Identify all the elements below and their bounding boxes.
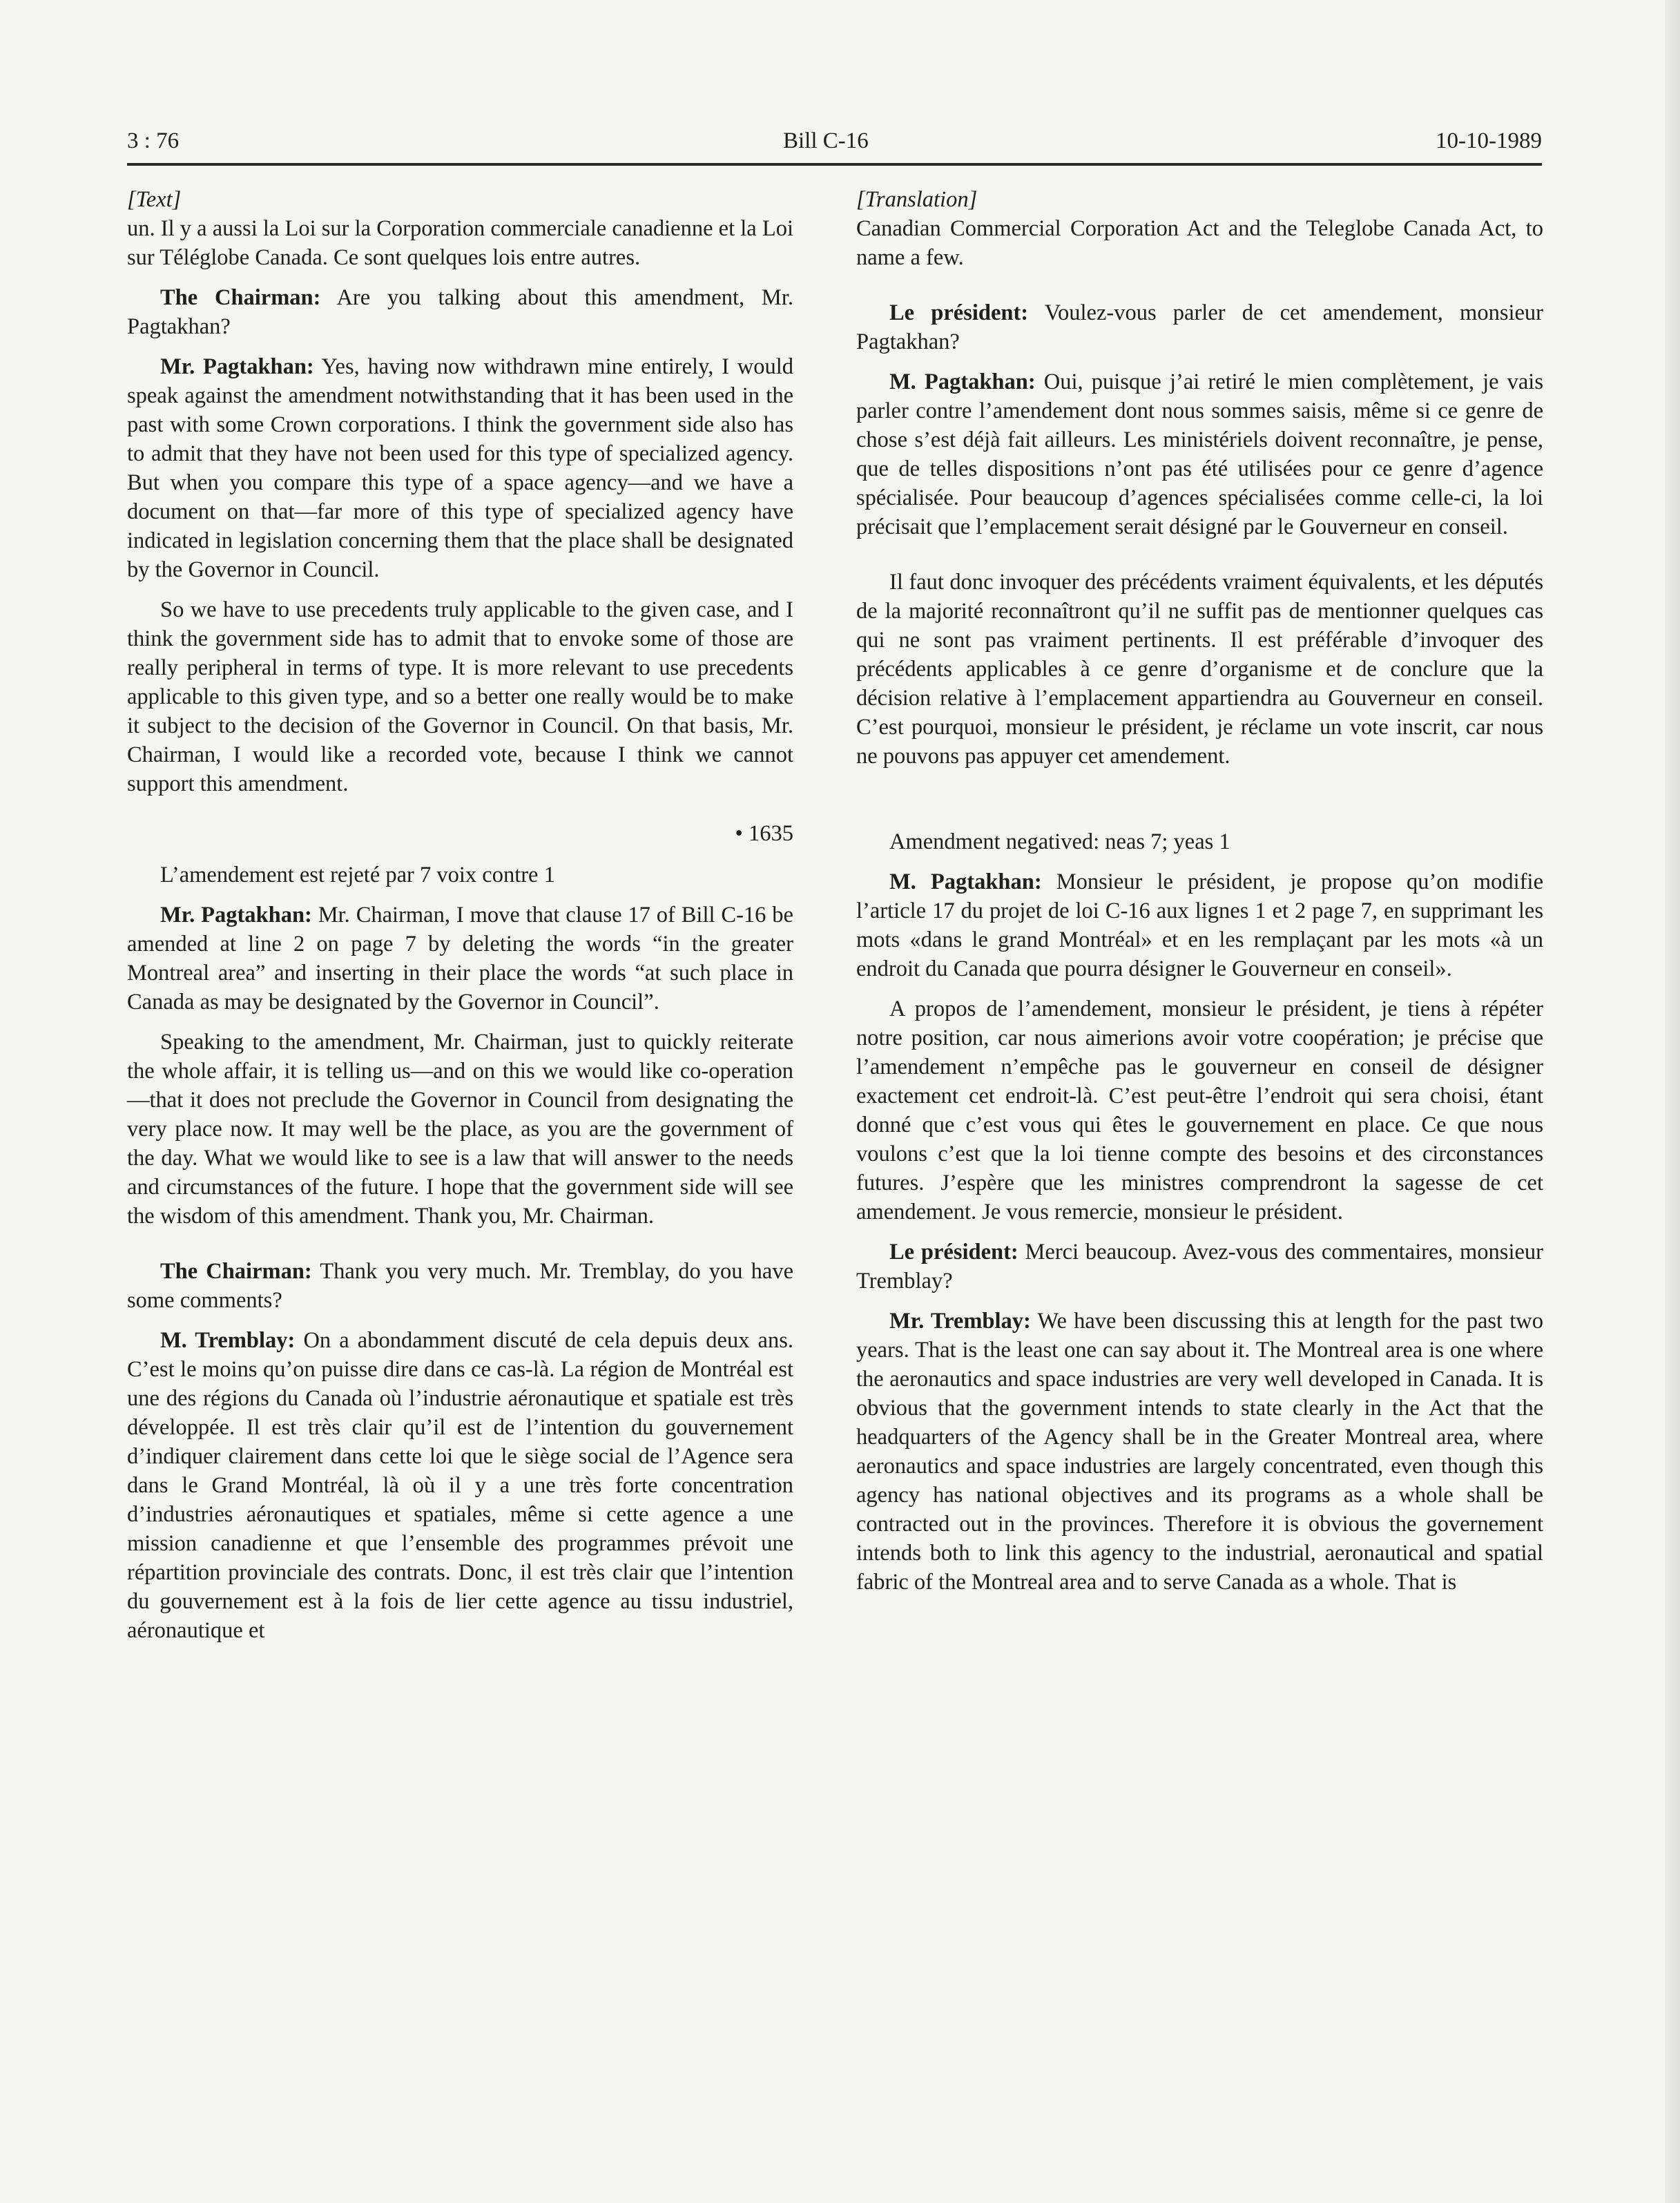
paragraph [127,1326,793,1645]
vote-result: Amendment negatived: neas 7; yeas 1 [889,829,1230,854]
speaker-name: The Chairman: [160,285,321,310]
paragraph [127,901,793,1017]
paragraph: Canadian Commercial Corporation Act and the Teleglobe Canada Act, to name a few. [856,216,1543,270]
paragraph: un. Il y a aussi la Loi sur la Corporation commerciale canadienne et la Loi sur Téléglobe Canada. Ce sont quelques lois entre autres. [127,216,793,270]
paragraph [127,352,793,584]
page-number: 3 : 76 [127,128,180,153]
speaker-name: Mr. Pagtakhan: [160,354,314,379]
paragraph [127,1257,793,1315]
speech-text: Oui, puisque j’ai retiré le mien complètement, je vais parler contre l’amendement dont nous sommes saisis, même si ce genre de chose s’est déjà fait ailleurs. Les ministériels doivent reconnaître, je pense, que de telles dispositions n’ont pas été utilisées pour ce genre d’agence spécialisée. Pour beaucoup d’agences spécialisées comme celle-ci, la loi précisait que l’emplacement serait désigné par le Gouverneur en conseil. [856,369,1543,539]
speaker-name: Mr. Pagtakhan: [160,903,312,927]
speech-text: Are you talking about this amendment, Mr. Pagtakhan? [127,285,793,339]
speaker-name: M. Pagtakhan: [889,369,1036,394]
speech-text: On a abondamment discuté de cela depuis deux ans. C’est le moins qu’on puisse dire dans ce cas-là. La région de Montréal est une des régions du Canada où l’industrie aéronautique et spatiale est très développée. Il est très clair qu’il est de l’intention du gouvernement d’indiquer clairement dans cette loi que le siège social de l’Agence sera dans le Grand Montréal, là où il y a une très forte concentration d’industries aéronautiques et spatiales, même si cette agence a une mission canadienne et que l’ensemble des programmes prévoit une répartition provinciale des contrats. Donc, il est très clair que l’intention du gouvernement est à la fois de lier cette agence au tissu industriel, aéronautique et [127,1328,793,1643]
spacer [856,283,1543,298]
section-tag: [Translation] [856,187,978,212]
speech-text: Yes, having now withdrawn mine entirely, I would speak against the amendment notwithstanding that it has been used in the past with some Crown corporations. I think the government side also has to admit that they have not been used for this type of specialized agency. But when you compare this type of a space agency—and we have a document on that—far more of this type of specialized agency have indicated in legislation concerning them that the place shall be designated by the Governor in Council. [127,354,793,582]
paragraph: Il faut donc invoquer des précédents vraiment équivalents, et les députés de la majorité reconnaîtront qu’il ne suffit pas de mentionner quelques cas qui ne sont pas vraiment pertinents. Il est préférable d’invoquer des précédents applicables à ce genre d’organisme et de conclure que la décision relative à l’emplacement appartiendra au Gouverneur en conseil. C’est pourquoi, monsieur le président, je réclame un vote inscrit, car nous ne pouvons pas appuyer cet amendement. [856,570,1543,769]
paragraph: A propos de l’amendement, monsieur le président, je tiens à répéter notre position, car nous aimerions avoir votre coopération; je précise que l’amendement n’empêche pas le gouverneur en conseil de désigner exactement cet endroit-là. C’est peut-être l’endroit qui sera choisi, étant donné que c’est vous qui êtes le gouvernement en place. Ce que nous voulons c’est que la loi tienne compte des besoins et des circonstances futures. J’espère que les ministres comprendront la sagesse de cet amendement. Je vous remercie, monsieur le président. [856,997,1543,1224]
speech-text: Merci beaucoup. Avez-vous des commentaires, monsieur Tremblay? [856,1240,1543,1293]
bill-title: Bill C-16 [783,128,869,153]
speech-text: Mr. Chairman, I move that clause 17 of Bill C-16 be amended at line 2 on page 7 by deleting the words “in the greater Montreal area” and inserting in their place the words “at such place in Canada as may be designated by the Governor in Council”. [127,903,793,1014]
spacer [856,782,1543,812]
paragraph: So we have to use precedents truly applicable to the given case, and I think the government side has to admit that to envoke some of those are really peripheral in terms of type. It is more relevant to use precedents applicable to this given type, and so a better one really would be to make it subject to the decision of the Governor in Council. On that basis, Mr. Chairman, I would like a recorded vote, because I think we cannot support this amendment. [127,597,793,796]
speaker-name: M. Pagtakhan: [889,869,1042,894]
speaker-name: Le président: [889,1240,1018,1264]
spacer [856,812,1543,827]
paragraph [856,867,1543,983]
left-column [127,185,793,1656]
paragraph [856,367,1543,541]
paragraph [856,1238,1543,1296]
speaker-name: M. Tremblay: [160,1328,296,1353]
header-date: 10-10-1989 [1436,128,1542,153]
speech-text: Voulez-vous parler de cet amendement, monsieur Pagtakhan? [856,300,1543,354]
spacer [856,552,1543,568]
time-mark: • 1635 [735,821,793,846]
spacer [127,1242,793,1257]
page-edge [1665,0,1680,2203]
paragraph [127,283,793,341]
vote-result: L’amendement est rejeté par 7 voix contre 1 [160,863,555,887]
speech-text: Thank you very much. Mr. Tremblay, do you have some comments? [127,1259,793,1313]
speech-text: Monsieur le président, je propose qu’on modifie l’article 17 du projet de loi C-16 aux lignes 1 et 2 page 7, en supprimant les mots «dans le grand Montréal» et en les remplaçant par les mots «à un endroit du Canada que pourra désigner le Gouverneur en conseil». [856,869,1543,981]
paragraph [856,298,1543,356]
section-tag: [Text] [127,187,182,212]
speaker-name: Le président: [889,300,1029,325]
paragraph [856,1307,1543,1597]
speaker-name: The Chairman: [160,1259,312,1284]
right-column [856,185,1543,1608]
speaker-name: Mr. Tremblay: [889,1309,1031,1334]
speech-text: We have been discussing this at length for the past two years. That is the least one can say about it. The Montreal area is one where the aeronautics and space industries are very well developed in Canada. It is obvious that the government intends to state clearly in the Act that the headquarters of the Agency shall be in the Greater Montreal area, where aeronautics and space industries are largely concentrated, even though this agency has national objectives and its programs as a whole shall be contracted out in the provinces. Therefore it is obvious the governement intends both to link this agency to the industrial, aeronautical and spatial fabric of the Montreal area and to serve Canada as a whole. That is [856,1309,1543,1595]
page-header [127,124,1542,173]
paragraph: Speaking to the amendment, Mr. Chairman, just to quickly reiterate the whole affair, it is telling us—and on this we would like co-operation—that it does not preclude the Governor in Council from designating the very place now. It may well be the place, as you are the government of the day. What we would like to see is a law that will answer to the needs and circumstances of the future. I hope that the government side will see the wisdom of this amendment. Thank you, Mr. Chairman. [127,1030,793,1229]
header-rule [127,163,1542,166]
